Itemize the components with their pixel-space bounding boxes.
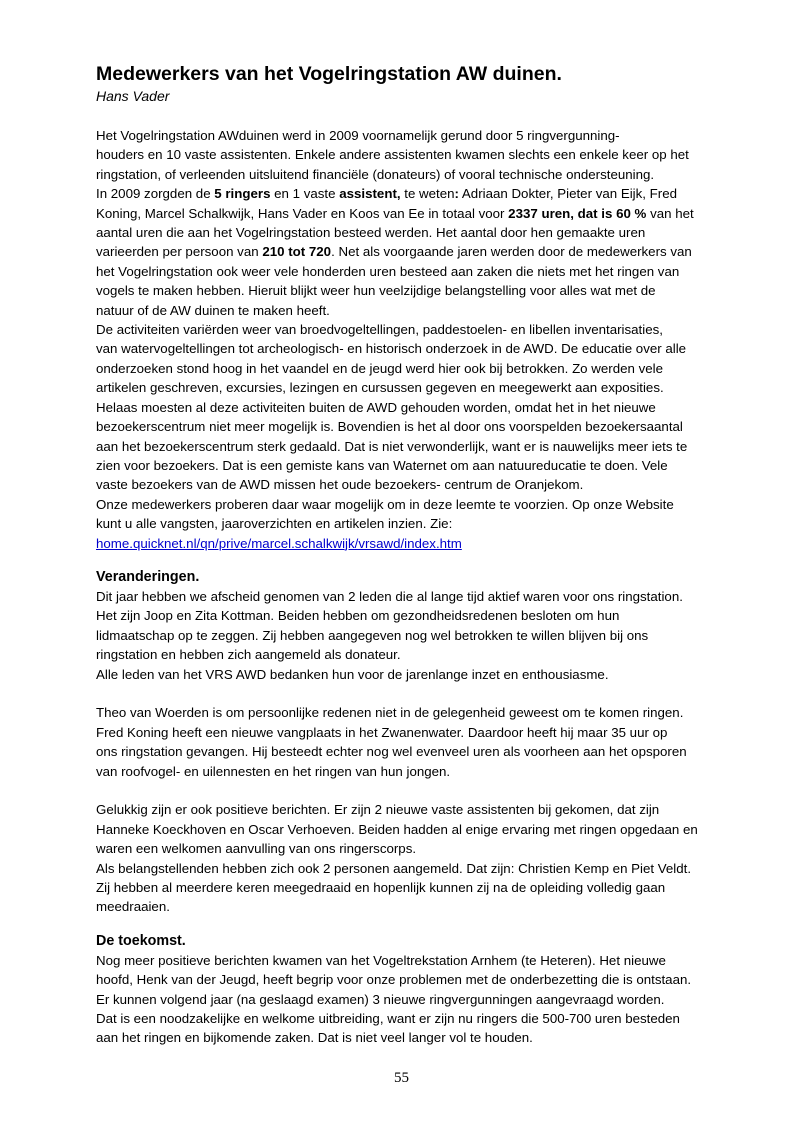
text-line: Als belangstellenden hebben zich ook 2 personen aangemeld. Dat zijn: Christien Kemp en Piet Veldt. bbox=[96, 860, 692, 876]
text-line: In 2009 zorgden de 5 ringers en 1 vaste assistent, te weten: Adriaan Dokter, Pieter van Eijk, Fred bbox=[96, 186, 677, 202]
section-heading-future: De toekomst. bbox=[96, 932, 186, 949]
changes-paragraph-1 bbox=[96, 587, 716, 684]
text-line: Het Vogelringstation AWduinen werd in 2009 voornamelijk gerund door 5 ringvergunning- bbox=[96, 128, 620, 143]
text-line: ons ringstation gevangen. Hij besteedt echter nog wel evenveel uren als voorheen aan het opsporen bbox=[96, 744, 687, 760]
text-line: aan het ringen en bijkomende zaken. Dat is niet veel langer vol te houden. bbox=[96, 1030, 533, 1046]
text-line: Theo van Woerden is om persoonlijke redenen niet in de gelegenheid geweest om te komen ringen. bbox=[96, 705, 684, 721]
changes-paragraph-3 bbox=[96, 800, 716, 916]
website-link[interactable]: home.quicknet.nl/qn/prive/marcel.schalkwijk/vrsawd/index.htm bbox=[96, 535, 462, 551]
page-title: Medewerkers van het Vogelringstation AW duinen. bbox=[96, 63, 562, 85]
bold-assistent: assistent, bbox=[339, 186, 401, 202]
text-line: meedraaien. bbox=[96, 899, 170, 915]
text-line: varieerden per persoon van 210 tot 720. Net als voorgaande jaren werden door de medewerkers van bbox=[96, 244, 692, 260]
bold-ringers: 5 ringers bbox=[214, 186, 271, 202]
text-line: bezoekerscentrum niet meer mogelijk is. Bovendien is het al door ons voorspelden bezoekersaantal bbox=[96, 419, 683, 435]
text-line: Nog meer positieve berichten kwamen van het Vogeltrekstation Arnhem (te Heteren). Het nieuwe bbox=[96, 952, 666, 968]
text-line: Er kunnen volgend jaar (na geslaagd examen) 3 nieuwe ringvergunningen aangevraagd worden. bbox=[96, 991, 665, 1007]
section-heading-changes: Veranderingen. bbox=[96, 568, 200, 585]
text-line: aan het bezoekerscentrum sterk gedaald. Dat is niet verwonderlijk, want er is nauwelijks meer iets te bbox=[96, 438, 688, 454]
text-line: Gelukkig zijn er ook positieve berichten. Er zijn 2 nieuwe vaste assistenten bij gekomen, dat zijn bbox=[96, 802, 660, 818]
text-line: vogels te maken hebben. Hieruit blijkt weer hun veelzijdige belangstelling voor alles wat met de bbox=[96, 283, 656, 299]
text-line: Helaas moesten al deze activiteiten buiten de AWD gehouden worden, omdat het in het nieuwe bbox=[96, 399, 656, 415]
text-line: van watervogeltellingen tot archeologisch- en historisch onderzoek in de AWD. De educatie over alle bbox=[96, 341, 687, 357]
bold-hours: 2337 uren, dat is 60 % bbox=[508, 205, 647, 221]
text-line: Dat is een noodzakelijke en welkome uitbreiding, want er zijn nu ringers die 500-700 uren besteden bbox=[96, 1011, 680, 1027]
changes-paragraph-2 bbox=[96, 703, 716, 781]
text-line: lidmaatschap op te zeggen. Zij hebben aangegeven nog wel betrokken te willen blijven bij ons bbox=[96, 627, 649, 643]
text-line: hoofd, Henk van der Jeugd, heeft begrip voor onze problemen met de onderbezetting die is ontstaan. bbox=[96, 972, 692, 988]
text-line: Dit jaar hebben we afscheid genomen van 2 leden die al lange tijd aktief waren voor ons ringstation. bbox=[96, 588, 683, 604]
bold-range: 210 tot 720 bbox=[262, 244, 332, 260]
text-line: Hanneke Koeckhoven en Oscar Verhoeven. Beiden hadden al enige ervaring met ringen opgedaan en bbox=[96, 821, 698, 837]
text-line: De activiteiten variërden weer van broedvogeltellingen, paddestoelen- en libellen inventarisaties, bbox=[96, 322, 663, 338]
intro-paragraph bbox=[96, 126, 716, 553]
text-line: natuur of de AW duinen te maken heeft. bbox=[96, 302, 330, 318]
document-page bbox=[96, 62, 716, 1048]
text-line: artikelen geschreven, excursies, lezingen en cursussen gegeven en meegewerkt aan exposities. bbox=[96, 380, 664, 396]
text-line: vaste bezoekers van de AWD missen het oude bezoekers- centrum de Oranjekom. bbox=[96, 477, 584, 493]
text-line: van roofvogel- en uilennesten en het ringen van hun jongen. bbox=[96, 763, 451, 779]
text-line: kunt u alle vangsten, jaaroverzichten en artikelen inzien. Zie: bbox=[96, 516, 453, 532]
page-number: 55 bbox=[394, 1070, 409, 1086]
text-line: Koning, Marcel Schalkwijk, Hans Vader en Koos van Ee in totaal voor 2337 uren, dat is 60 % van het bbox=[96, 205, 694, 221]
text-line: Het zijn Joop en Zita Kottman. Beiden hebben om gezondheidsredenen besloten om hun bbox=[96, 608, 620, 624]
future-paragraph bbox=[96, 951, 716, 1048]
text-line: Zij hebben al meerdere keren meegedraaid en hopenlijk kunnen zij na de opleiding volledig gaan bbox=[96, 880, 666, 895]
text-line: houders en 10 vaste assistenten. Enkele andere assistenten kwamen slechts een enkele keer op het bbox=[96, 147, 689, 163]
text-line: Fred Koning heeft een nieuwe vangplaats in het Zwanenwater. Daardoor heeft hij maar 35 uur op bbox=[96, 724, 668, 740]
text-line: zien voor bezoekers. Dat is een gemiste kans van Waternet om aan natuureducatie te doen. Vele bbox=[96, 457, 668, 473]
text-line: Onze medewerkers proberen daar waar mogelijk om in deze leemte te voorzien. Op onze Website bbox=[96, 496, 674, 512]
text-line: ringstation en hebben zich aangemeld als donateur. bbox=[96, 647, 401, 663]
text-line: Alle leden van het VRS AWD bedanken hun voor de jarenlange inzet en enthousiasme. bbox=[96, 666, 609, 682]
author-name: Hans Vader bbox=[96, 88, 170, 104]
text-line: het Vogelringstation ook weer vele honderden uren besteed aan zaken die niets met het ringen van bbox=[96, 263, 680, 279]
text-line: ringstation, of verleenden uitsluitend financiële (donateurs) of vooral technische ondersteuning. bbox=[96, 166, 655, 182]
text-line: onderzoeken stond hoog in het vaandel en de jeugd werd hier ook bij betrokken. Zo werden vele bbox=[96, 360, 663, 376]
text-line: waren een welkomen aanvulling van ons ringerscorps. bbox=[96, 841, 417, 857]
text-line: aantal uren die aan het Vogelringstation besteed werden. Het aantal door hen gemaakte uren bbox=[96, 225, 646, 241]
